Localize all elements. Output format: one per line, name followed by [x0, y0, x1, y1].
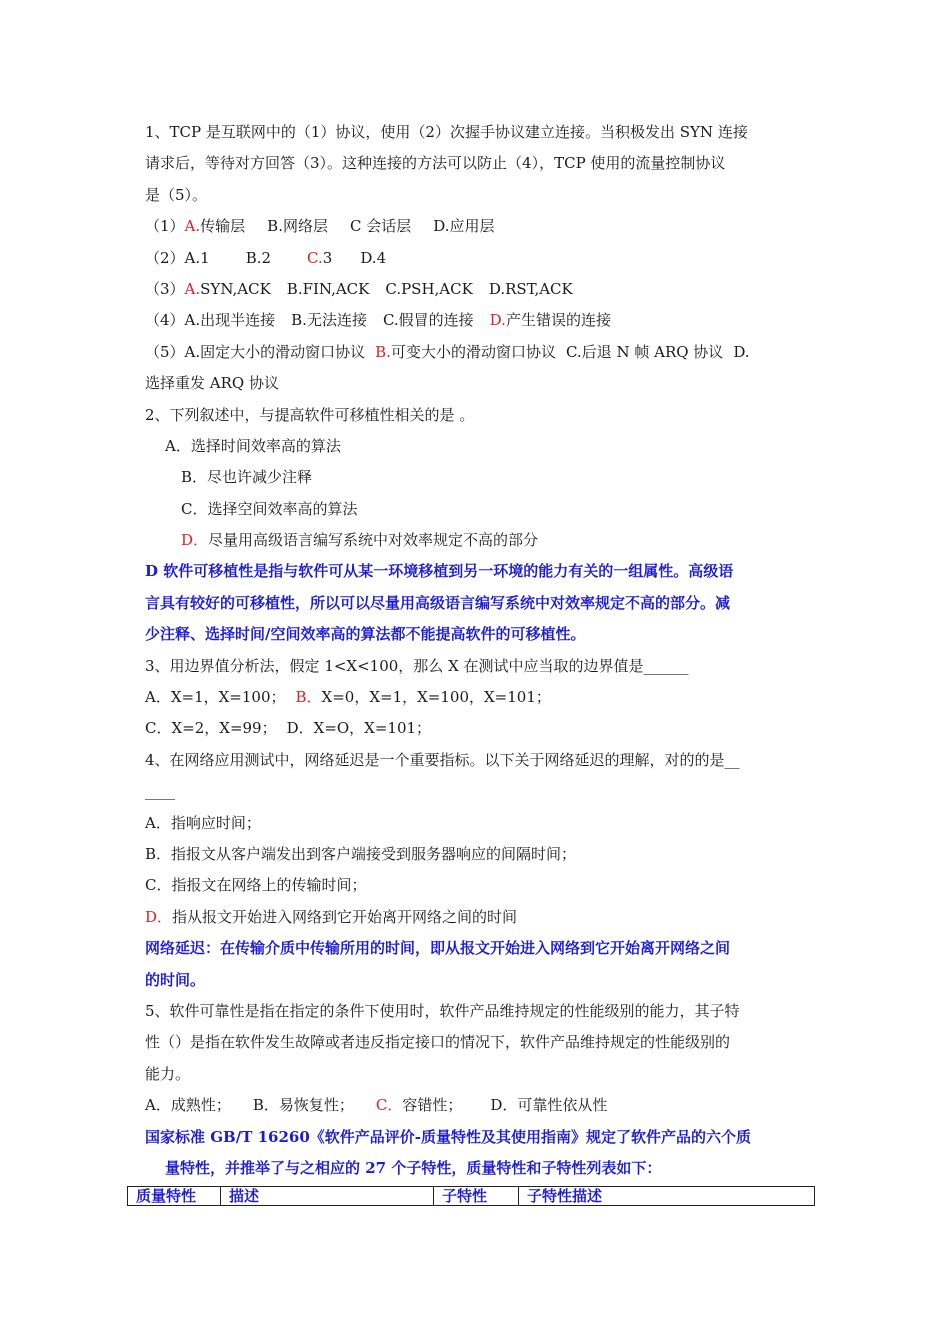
option-c: C．X=2，X=99； [145, 719, 277, 738]
option-a: A．成熟性； [145, 1096, 231, 1115]
answer-letter: D． [181, 531, 209, 550]
q2-option-c: C．选择空间效率高的算法 [181, 499, 358, 518]
q3-stem: 3、用边界值分析法，假定 1<X<100，那么 X 在测试中应当取的边界值是______ [145, 656, 689, 675]
answer-letter: C． [375, 1096, 403, 1115]
q4-option-a: A．指响应时间； [145, 813, 261, 832]
option-c: C.PSH,ACK [385, 279, 473, 298]
table-header-cell: 子特性 [434, 1187, 519, 1206]
option-a: A.固定大小的滑动窗口协议 [184, 342, 366, 361]
q4-answer-line-1: 网络延迟：在传输介质中传输所用的时间，即从报文开始进入网络到它开始离开网络之间 [145, 939, 731, 958]
q2-option-a: A．选择时间效率高的算法 [165, 436, 341, 455]
q1-option-row-2 [145, 243, 809, 274]
q2-answer-line-3: 少注释、选择时间/空间效率高的算法都不能提高软件的可移植性。 [145, 625, 586, 644]
answer-letter: D． [145, 907, 173, 926]
document-body [145, 117, 809, 1184]
option-text: 尽量用高级语言编写系统中对效率规定不高的部分 [208, 531, 539, 550]
option-c: 容错性； [402, 1096, 463, 1115]
option-b: X=0，X=1，X=100，X=101； [321, 688, 551, 707]
q5-answer-line-1: 国家标准 GB/T 16260《软件产品评价-质量特性及其使用指南》规定了软件产品的六个质 [145, 1127, 751, 1146]
q1-option-row-1 [145, 211, 809, 242]
q4-stem-line-2: ____ [145, 782, 175, 801]
answer-letter: B. [375, 342, 391, 361]
q2-answer-line-2: 言具有较好的可移植性，所以可以尽量用高级语言编写系统中对效率规定不高的部分。减 [145, 593, 731, 612]
q1-option-row-5-continued: 选择重发 ARQ 协议 [145, 374, 279, 393]
option-d: 产生错误的连接 [505, 311, 611, 330]
option-text: 指从报文开始进入网络到它开始离开网络之间的时间 [172, 907, 518, 926]
option-d: D.4 [360, 248, 387, 267]
q2-stem: 2、下列叙述中，与提高软件可移植性相关的是 。 [145, 405, 475, 424]
q1-option-row-5 [145, 337, 809, 368]
answer-letter: D. [489, 311, 506, 330]
option-a: A.1 [184, 248, 210, 267]
q1-stem-line-3: 是（5）。 [145, 185, 208, 204]
q2-option-d [145, 525, 809, 556]
answer-letter: B． [295, 688, 322, 707]
option-b: B．易恢复性； [252, 1096, 354, 1115]
q2-answer-line-1: D 软件可移植性是指与软件可从某一环境移植到另一环境的能力有关的一组属性。高级语 [145, 562, 734, 581]
option-b: B.无法连接 [291, 311, 367, 330]
q4-stem-line-1: 4、在网络应用测试中，网络延迟是一个重要指标。以下关于网络延迟的理解，对的的是__ [145, 750, 740, 769]
option-b: B.网络层 [267, 217, 328, 236]
q5-option-row [145, 1090, 809, 1121]
q5-answer-line-2: 量特性，并推举了与之相应的 27 个子特性，质量特性和子特性列表如下： [165, 1158, 662, 1177]
answer-letter: A. [184, 217, 201, 236]
table-header-row [128, 1187, 815, 1206]
q4-option-b: B．指报文从客户端发出到客户端接受到服务器响应的间隔时间； [145, 844, 577, 863]
q5-stem-line-2: 性（）是指在软件发生故障或者违反指定接口的情况下，软件产品维持规定的性能级别的 [145, 1033, 731, 1052]
option-prefix: （5） [145, 342, 185, 361]
q4-option-c: C．指报文在网络上的传输时间； [145, 876, 367, 895]
option-a: A.出现半连接 [184, 311, 276, 330]
option-prefix: （4） [145, 311, 185, 330]
q1-option-row-3 [145, 274, 809, 305]
option-b: B.2 [245, 248, 272, 267]
option-d: D．X=O，X=101； [286, 719, 432, 738]
option-a: SYN,ACK [200, 279, 271, 298]
q5-stem-line-1: 5、软件可靠性是指在指定的条件下使用时，软件产品维持规定的性能级别的能力，其子特 [145, 1001, 740, 1020]
q5-stem-line-3: 能力。 [145, 1064, 191, 1083]
option-d: D. [733, 342, 750, 361]
option-d: D.应用层 [433, 217, 495, 236]
q1-option-row-4 [145, 305, 809, 336]
option-a: A．X=1，X=100； [145, 688, 286, 707]
option-c: C.假冒的连接 [382, 311, 474, 330]
option-prefix: （2） [145, 248, 185, 267]
q1-stem-line-2: 请求后，等待对方回答（3）。这种连接的方法可以防止（4），TCP 使用的流量控制协议 [145, 154, 726, 173]
q1-stem-line-1: 1、TCP 是互联网中的（1）协议，使用（2）次握手协议建立连接。当积极发出 SYN 连接 [145, 123, 748, 141]
table-header-cell: 描述 [221, 1187, 434, 1206]
answer-letter: C. [307, 248, 323, 267]
option-d: D．可靠性依从性 [490, 1096, 608, 1115]
option-prefix: （1） [145, 217, 185, 236]
option-c: 3 [322, 248, 333, 267]
option-b: 可变大小的滑动窗口协议 [390, 342, 556, 361]
q3-option-row-1 [145, 682, 809, 713]
option-d: D.RST,ACK [488, 279, 573, 298]
option-prefix: （3） [145, 279, 185, 298]
answer-letter: A. [184, 279, 201, 298]
option-c: C.后退 N 帧 ARQ 协议 [565, 342, 724, 361]
table-header-cell: 子特性描述 [519, 1187, 815, 1206]
q4-option-d [145, 902, 809, 933]
table-header-cell: 质量特性 [128, 1187, 221, 1206]
quality-characteristics-table [127, 1186, 815, 1206]
option-a: 传输层 [200, 217, 246, 236]
q4-answer-line-2: 的时间。 [145, 970, 206, 989]
option-b: B.FIN,ACK [286, 279, 370, 298]
option-c: C 会话层 [349, 217, 412, 236]
q3-option-row-2 [145, 713, 809, 744]
q2-option-b: B．尽也许减少注释 [181, 468, 313, 487]
